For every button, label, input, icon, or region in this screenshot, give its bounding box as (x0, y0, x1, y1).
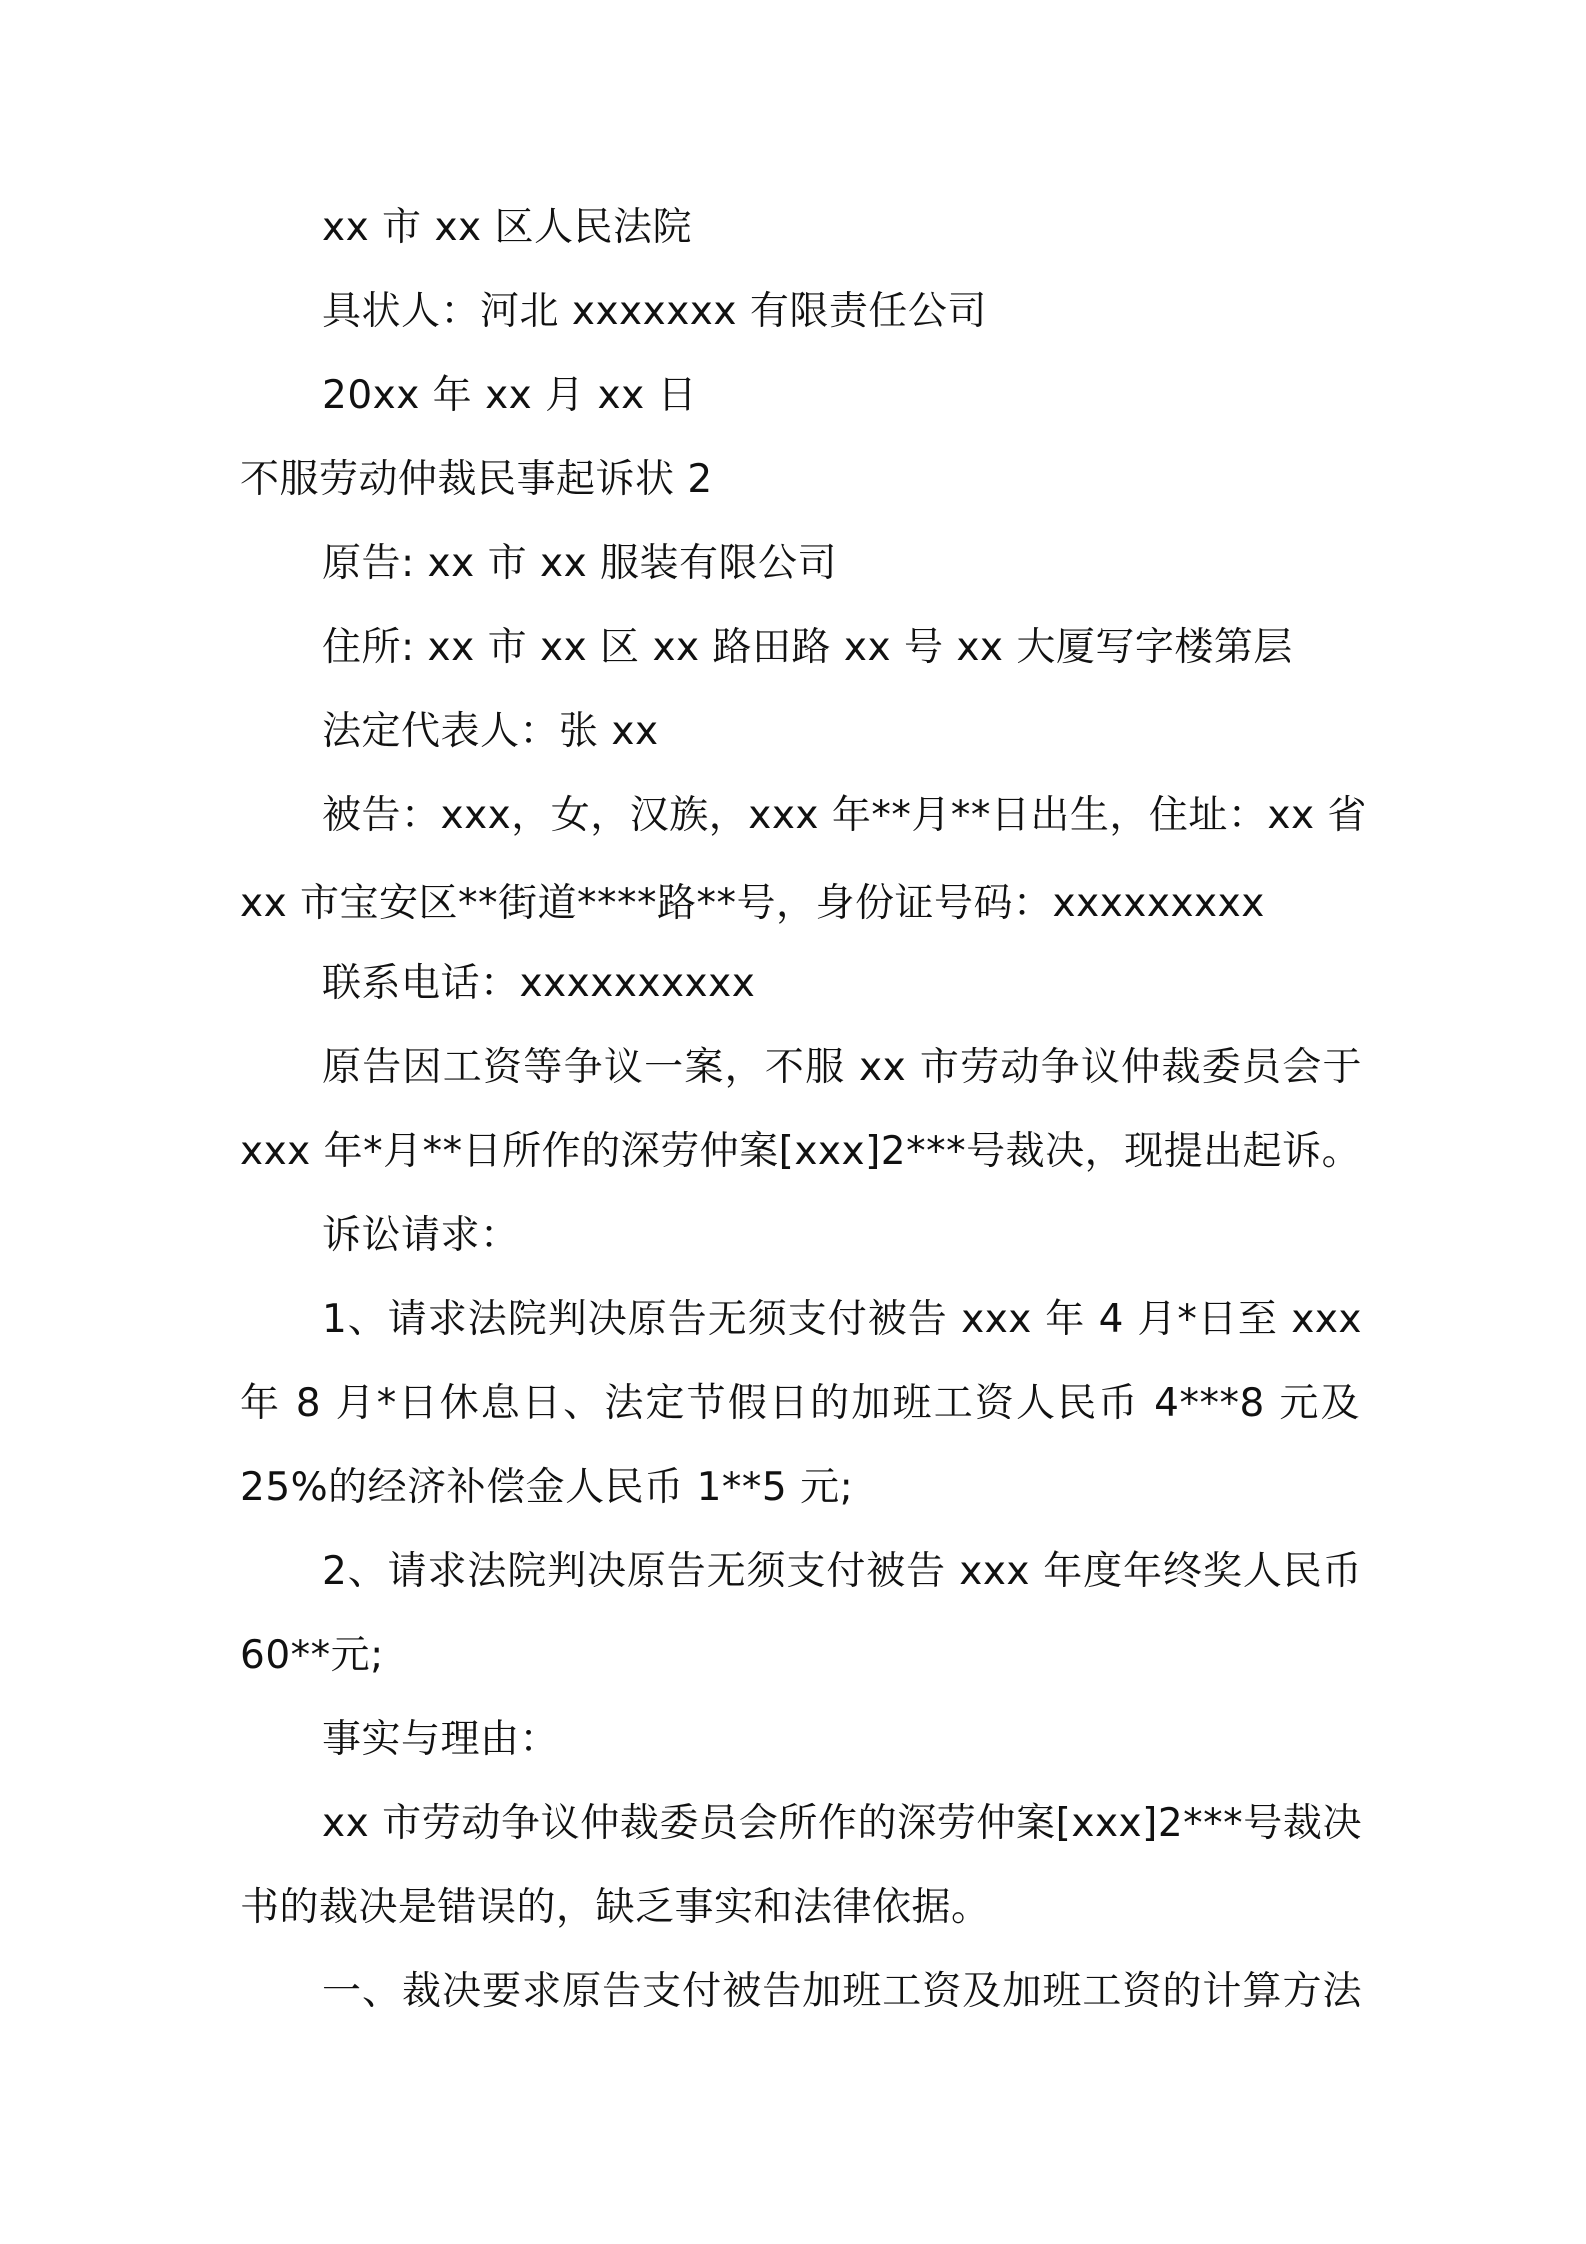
legal-representative-line: 法定代表人：张 xx (322, 709, 659, 754)
petitioner-line: 具状人：河北 xxxxxxx 有限责任公司 (322, 289, 987, 334)
contact-phone-line: 联系电话：xxxxxxxxxx (322, 961, 756, 1006)
case-intro-line-1: 原告因工资等争议一案，不服 xx 市劳动争议仲裁委员会于 (322, 1045, 1362, 1090)
facts-line-2: 书的裁决是错误的，缺乏事实和法律依据。 (240, 1885, 991, 1930)
defendant-line: 被告：xxx，女，汉族，xxx 年**月**日出生，住址：xx 省 (322, 793, 1367, 838)
plaintiff-line: 原告: xx 市 xx 服装有限公司 (322, 541, 838, 586)
document-title: 不服劳动仲裁民事起诉状 2 (240, 457, 713, 502)
address-line: 住所: xx 市 xx 区 xx 路田路 xx 号 xx 大厦写字楼第层 (322, 625, 1293, 670)
defendant-address-line: xx 市宝安区**街道****路**号，身份证号码：xxxxxxxxx (240, 881, 1265, 926)
facts-line-1: xx 市劳动争议仲裁委员会所作的深劳仲案[xxx]2***号裁决 (322, 1801, 1362, 1846)
facts-reasons-heading: 事实与理由： (322, 1717, 560, 1762)
section-one-heading: 一、裁决要求原告支付被告加班工资及加班工资的计算方法 (322, 1969, 1362, 2014)
claim-2-line-1: 2、请求法院判决原告无须支付被告 xxx 年度年终奖人民币 (322, 1549, 1362, 1594)
date-line: 20xx 年 xx 月 xx 日 (322, 373, 698, 418)
claim-1-line-3: 25%的经济补偿金人民币 1**5 元; (240, 1465, 854, 1510)
case-intro-line-2: xxx 年*月**日所作的深劳仲案[xxx]2***号裁决，现提出起诉。 (240, 1129, 1362, 1174)
claims-heading: 诉讼请求： (322, 1213, 520, 1258)
claim-2-line-2: 60**元; (240, 1633, 384, 1678)
claim-1-line-2: 年 8 月*日休息日、法定节假日的加班工资人民币 4***8 元及 (240, 1381, 1360, 1426)
claim-1-line-1: 1、请求法院判决原告无须支付被告 xxx 年 4 月*日至 xxx (322, 1297, 1362, 1342)
court-name-line: xx 市 xx 区人民法院 (322, 205, 693, 250)
